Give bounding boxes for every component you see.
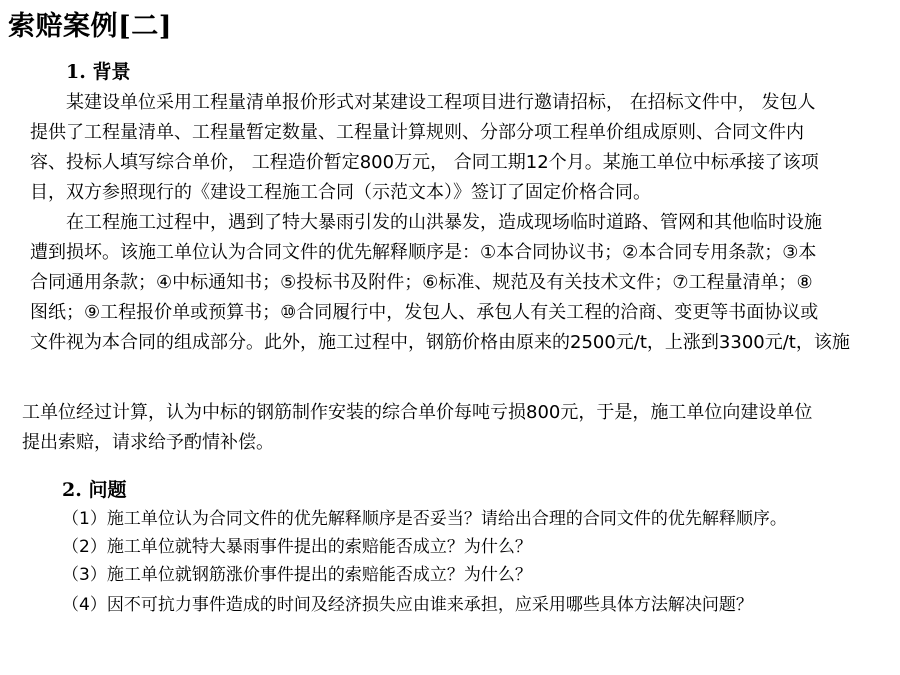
paragraph-line: 目，双方参照现行的《建设工程施工合同（示范文本）》签订了固定价格合同。 bbox=[30, 182, 651, 203]
paragraph-line: 文件视为本合同的组成部分。此外，施工过程中，钢筋价格由原来的2500元/t，上涨到3300元/t，该施 bbox=[30, 332, 850, 353]
paragraph-line: 在工程施工过程中，遇到了特大暴雨引发的山洪暴发，造成现场临时道路、管网和其他临时设施 bbox=[66, 212, 822, 233]
paragraph-line: 提出索赔，请求给予酌情补偿。 bbox=[22, 432, 274, 453]
question-item: （1）施工单位认为合同文件的优先解释顺序是否妥当？请给出合理的合同文件的优先解释顺序。 bbox=[62, 509, 787, 529]
paragraph-line: 工单位经过计算，认为中标的钢筋制作安装的综合单价每吨亏损800元，于是，施工单位向建设单位 bbox=[22, 402, 813, 423]
question-item: （2）施工单位就特大暴雨事件提出的索赔能否成立？为什么？ bbox=[62, 537, 532, 557]
question-item: （4）因不可抗力事件造成的时间及经济损失应由谁来承担，应采用哪些具体方法解决问题？ bbox=[62, 595, 753, 615]
paragraph-line: 提供了工程量清单、工程量暂定数量、工程量计算规则、分部分项工程单价组成原则、合同文件内 bbox=[30, 122, 804, 143]
paragraph-line: 容、投标人填写综合单价， 工程造价暂定800万元， 合同工期12个月。某施工单位中标承接了该项 bbox=[30, 152, 819, 173]
paragraph-line: 图纸；⑨工程报价单或预算书；⑩合同履行中，发包人、承包人有关工程的洽商、变更等书面协议或 bbox=[30, 302, 819, 323]
paragraph-line: 合同通用条款；④中标通知书；⑤投标书及附件；⑥标准、规范及有关技术文件；⑦工程量清单；⑧ bbox=[30, 272, 813, 293]
paragraph-line: 某建设单位采用工程量清单报价形式对某建设工程项目进行邀请招标， 在招标文件中， 发包人 bbox=[66, 92, 816, 113]
paragraph-line: 遭到损坏。该施工单位认为合同文件的优先解释顺序是：①本合同协议书；②本合同专用条款；③本 bbox=[30, 242, 817, 263]
question-item: （3）施工单位就钢筋涨价事件提出的索赔能否成立？为什么？ bbox=[62, 565, 532, 585]
section-heading-questions: 2. 问题 bbox=[62, 479, 127, 501]
slide-title: 索赔案例[二] bbox=[8, 11, 173, 42]
section-heading-background: 1. 背景 bbox=[66, 61, 131, 83]
